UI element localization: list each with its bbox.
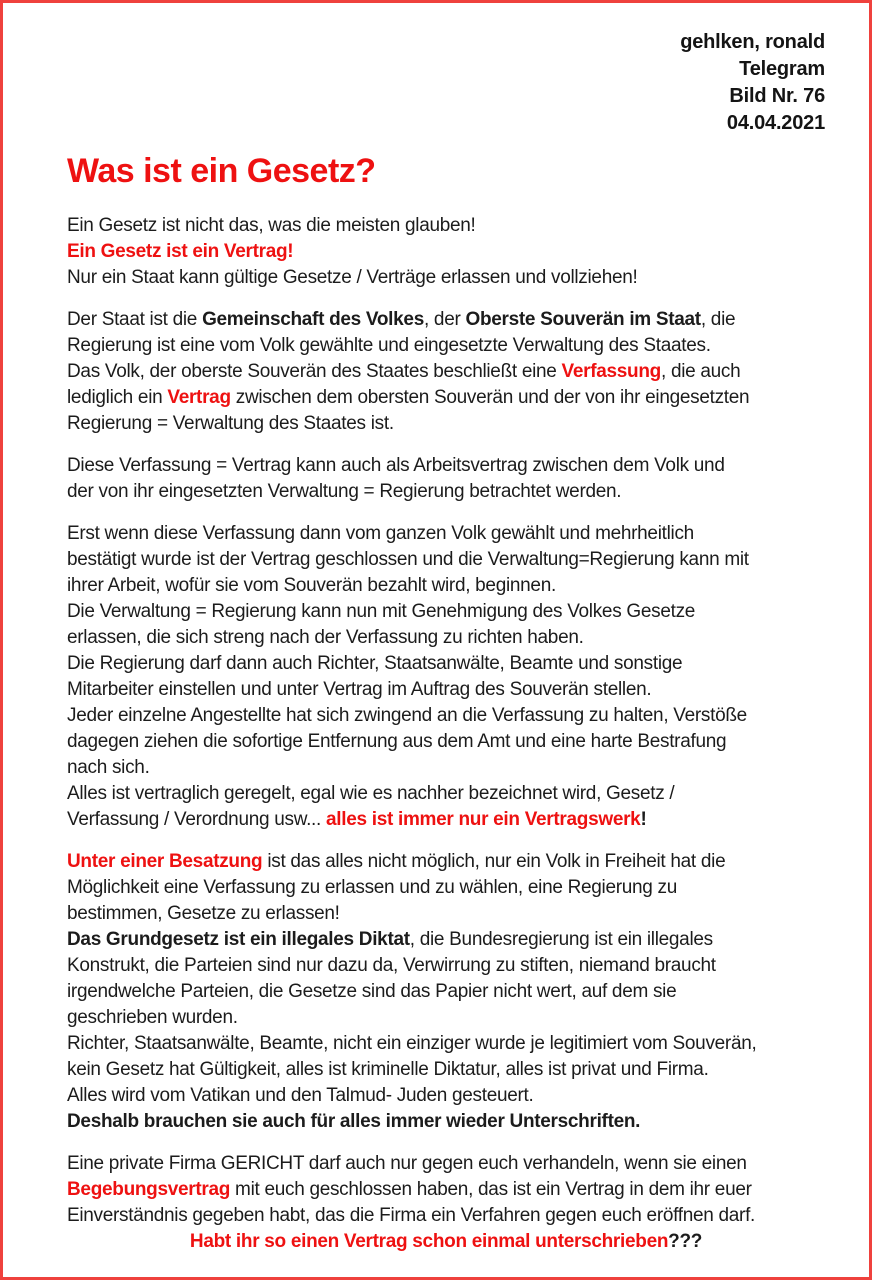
text-span: Der Staat ist die <box>67 309 203 330</box>
text-span: dagegen ziehen die sofortige Entfernung aus dem Amt und eine harte Bestrafung <box>67 731 727 752</box>
text-span: Regierung ist eine vom Volk gewählte und eingesetzte Verwaltung des Staates. <box>67 335 711 356</box>
text-span: , die Bundesregierung ist ein illegales <box>409 929 713 950</box>
text-span: Das Volk, der oberste Souverän des Staates beschließt eine <box>67 361 562 382</box>
text-span: nach sich. <box>67 757 150 778</box>
text-span: der von ihr eingesetzten Verwaltung = Regierung betrachtet werden. <box>67 481 622 502</box>
text-span: bestätigt wurde ist der Vertrag geschlossen und die Verwaltung=Regierung kann mit <box>67 549 749 570</box>
text-line <box>67 453 825 479</box>
text-line <box>67 1083 825 1109</box>
image-number: Bild Nr. 76 <box>729 85 825 107</box>
text-span: erlassen, die sich streng nach der Verfassung zu richten haben. <box>67 627 584 648</box>
text-line <box>67 1151 825 1177</box>
text-span: alles ist immer nur ein Vertragswerk <box>325 809 641 830</box>
text-span: Habt ihr so einen Vertrag schon einmal unterschrieben <box>189 1231 669 1252</box>
paragraph <box>67 849 825 1135</box>
text-span: Alles wird vom Vatikan und den Talmud- Juden gesteuert. <box>67 1085 534 1106</box>
text-line <box>67 1005 825 1031</box>
text-line <box>67 979 825 1005</box>
text-line <box>67 333 825 359</box>
text-span: ist das alles nicht möglich, nur ein Volk in Freiheit hat die <box>262 851 726 872</box>
text-span: Unter einer Besatzung <box>67 851 263 872</box>
date-label: 04.04.2021 <box>726 112 825 134</box>
document-body <box>67 213 825 1255</box>
text-line <box>67 265 825 291</box>
text-span: bestimmen, Gesetze zu erlassen! <box>67 903 340 924</box>
text-span: Oberste Souverän im Staat <box>465 309 701 330</box>
text-line <box>67 307 825 333</box>
paragraph <box>67 453 825 505</box>
text-span: , die auch <box>660 361 741 382</box>
text-span: irgendwelche Parteien, die Gesetze sind das Papier nicht wert, auf dem sie <box>67 981 677 1002</box>
text-line <box>67 1057 825 1083</box>
text-line <box>67 521 825 547</box>
text-line <box>67 807 825 833</box>
text-span: Eine private Firma GERICHT darf auch nur gegen euch verhandeln, wenn sie einen <box>67 1153 747 1174</box>
text-span: geschrieben wurden. <box>67 1007 238 1028</box>
text-span: ihrer Arbeit, wofür sie vom Souverän bezahlt wird, beginnen. <box>67 575 556 596</box>
text-line <box>67 1109 825 1135</box>
text-span: Gemeinschaft des Volkes <box>202 309 424 330</box>
text-line <box>67 755 825 781</box>
text-line <box>67 1031 825 1057</box>
text-line <box>67 1203 825 1229</box>
text-span: Erst wenn diese Verfassung dann vom ganzen Volk gewählt und mehrheitlich <box>67 523 694 544</box>
text-line <box>67 239 825 265</box>
text-line <box>67 359 825 385</box>
source-label: Telegram <box>739 58 825 80</box>
document-content <box>3 3 869 1255</box>
text-span: ??? <box>668 1231 703 1252</box>
text-line <box>67 781 825 807</box>
text-line <box>67 953 825 979</box>
text-span: Möglichkeit eine Verfassung zu erlassen und zu wählen, eine Regierung zu <box>67 877 678 898</box>
text-line <box>67 729 825 755</box>
text-line <box>67 677 825 703</box>
text-span: Richter, Staatsanwälte, Beamte, nicht ein einziger wurde je legitimiert vom Souverän, <box>67 1033 757 1054</box>
text-line <box>67 599 825 625</box>
text-span: Die Verwaltung = Regierung kann nun mit Genehmigung des Volkes Gesetze <box>67 601 696 622</box>
text-line <box>67 213 825 239</box>
text-span: , der <box>423 309 466 330</box>
text-line <box>67 849 825 875</box>
text-span: mit euch geschlossen haben, das ist ein Vertrag in dem ihr euer <box>230 1179 752 1200</box>
text-line <box>67 385 825 411</box>
text-span: Alles ist vertraglich geregelt, egal wie es nachher bezeichnet wird, Gesetz / <box>67 783 675 804</box>
text-span: lediglich ein <box>67 387 168 408</box>
text-span: kein Gesetz hat Gültigkeit, alles ist kriminelle Diktatur, alles ist privat und Firma. <box>67 1059 709 1080</box>
text-line <box>67 703 825 729</box>
text-line <box>67 411 825 437</box>
text-line <box>67 875 825 901</box>
text-line <box>67 625 825 651</box>
paragraph <box>67 307 825 437</box>
text-line <box>67 547 825 573</box>
text-span: Nur ein Staat kann gültige Gesetze / Verträge erlassen und vollziehen! <box>67 267 638 288</box>
text-span: Einverständnis gegeben habt, das die Firma ein Verfahren gegen euch eröffnen darf. <box>67 1205 756 1226</box>
document-header <box>67 29 825 137</box>
paragraph <box>67 213 825 291</box>
text-span: zwischen dem obersten Souverän und der von ihr eingesetzten <box>230 387 750 408</box>
text-span: Ein Gesetz ist nicht das, was die meisten glauben! <box>67 215 476 236</box>
text-line <box>67 901 825 927</box>
text-line <box>67 1229 825 1255</box>
author-name: gehlken, ronald <box>680 31 825 53</box>
text-span: Regierung = Verwaltung des Staates ist. <box>67 413 394 434</box>
text-span: Verfassung / Verordnung usw... <box>67 809 326 830</box>
page-title: Was ist ein Gesetz? <box>67 152 376 190</box>
text-line <box>67 479 825 505</box>
text-span: ! <box>640 809 647 830</box>
paragraph <box>67 1151 825 1255</box>
paragraph <box>67 521 825 833</box>
text-span: Diese Verfassung = Vertrag kann auch als Arbeitsvertrag zwischen dem Volk und <box>67 455 725 476</box>
text-span: Deshalb brauchen sie auch für alles immer wieder Unterschriften. <box>67 1111 641 1132</box>
text-span: Ein Gesetz ist ein Vertrag! <box>67 241 294 262</box>
text-span: Begebungsvertrag <box>67 1179 231 1200</box>
text-line <box>67 651 825 677</box>
text-span: Die Regierung darf dann auch Richter, Staatsanwälte, Beamte und sonstige <box>67 653 683 674</box>
text-span: Jeder einzelne Angestellte hat sich zwingend an die Verfassung zu halten, Verstöße <box>67 705 747 726</box>
text-span: , die <box>700 309 736 330</box>
text-line <box>67 573 825 599</box>
text-span: Das Grundgesetz ist ein illegales Diktat <box>67 929 410 950</box>
text-span: Konstrukt, die Parteien sind nur dazu da, Verwirrung zu stiften, niemand braucht <box>67 955 716 976</box>
text-span: Verfassung <box>561 361 661 382</box>
text-line <box>67 927 825 953</box>
text-span: Mitarbeiter einstellen und unter Vertrag im Auftrag des Souverän stellen. <box>67 679 652 700</box>
text-line <box>67 1177 825 1203</box>
text-span: Vertrag <box>167 387 231 408</box>
